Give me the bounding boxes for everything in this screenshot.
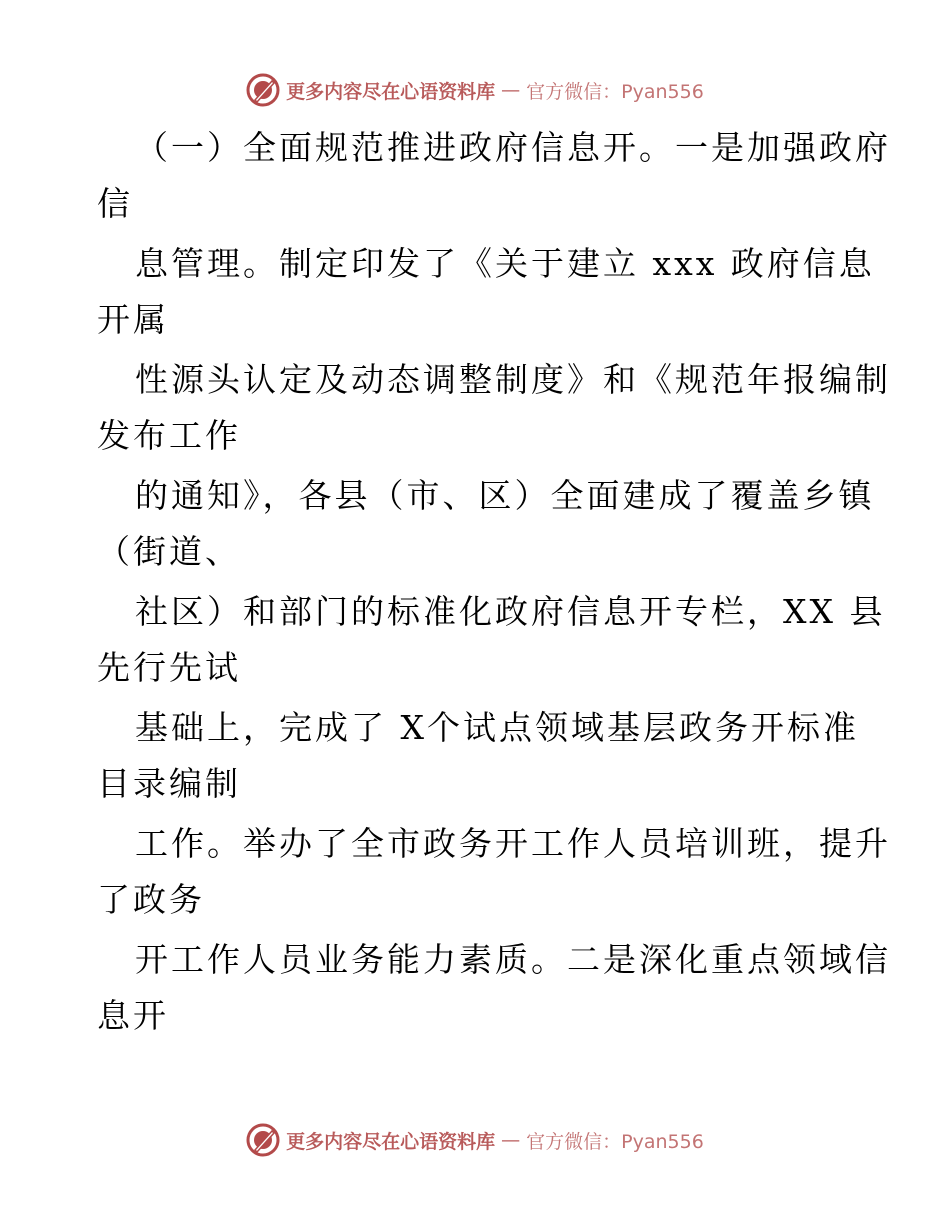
body-line: 社区）和部门的标准化政府信息开专栏，XX 县	[135, 592, 886, 631]
header-banner-text: 更多内容尽在心语资料库	[286, 80, 496, 103]
footer-banner-dash: —	[501, 1129, 521, 1151]
quill-logo-icon	[246, 73, 280, 107]
body-line: 息开	[97, 996, 169, 1035]
body-line: 息管理。制定印发了《关于建立 xxx 政府信息	[135, 244, 875, 283]
body-line: 目录编制	[97, 764, 241, 803]
body-line: 工作。举办了全市政务开工作人员培训班，提升	[135, 824, 891, 863]
body-line: 了政务	[97, 880, 205, 919]
body-line: 的通知》，各县（市、区）全面建成了覆盖乡镇	[135, 476, 875, 515]
header-banner-dash: —	[501, 79, 521, 101]
body-line: 信	[97, 184, 133, 223]
header-wechat-id: 官方微信：Pyan556	[526, 80, 704, 103]
body-line: （一）全面规范推进政府信息开。一是加强政府	[135, 128, 891, 167]
body-line: 开属	[97, 300, 169, 339]
body-line: 基础上，完成了 X个试点领域基层政务开标准	[135, 708, 859, 747]
body-line: 发布工作	[97, 416, 241, 455]
body-line: 先行先试	[97, 648, 241, 687]
footer-wechat-id: 官方微信：Pyan556	[526, 1130, 704, 1153]
body-line: （街道、	[97, 532, 241, 571]
footer-watermark	[0, 1120, 950, 1160]
quill-logo-icon	[246, 1123, 280, 1157]
footer-banner-text: 更多内容尽在心语资料库	[286, 1130, 496, 1153]
body-line: 性源头认定及动态调整制度》和《规范年报编制	[135, 360, 891, 399]
body-line: 开工作人员业务能力素质。二是深化重点领域信	[135, 940, 891, 979]
header-watermark	[0, 70, 950, 110]
